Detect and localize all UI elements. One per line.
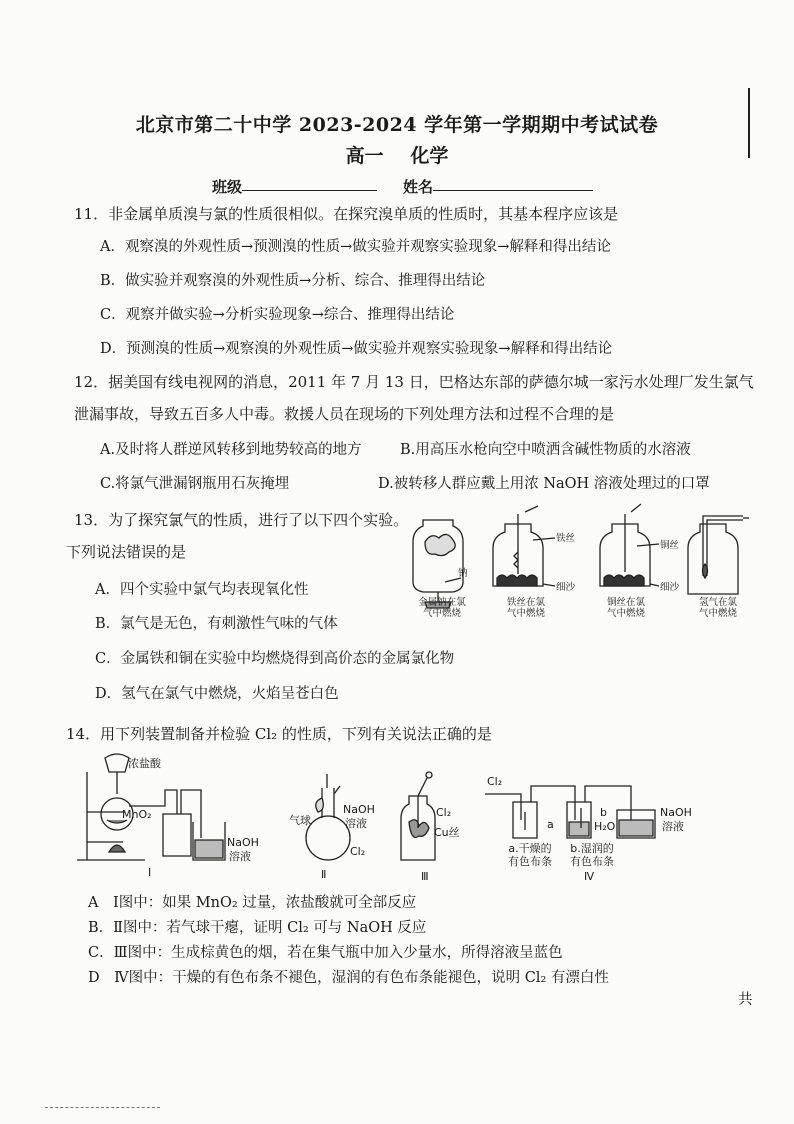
label-fig-ii: Ⅱ (321, 868, 327, 881)
q12-option-b: B.用高压水枪向空中喷洒含碱性物质的水溶液 (400, 442, 691, 458)
scan-bottom-mark (45, 1107, 160, 1109)
label-fig-iii: Ⅲ (421, 870, 429, 883)
label-sodium: 钠 (458, 568, 468, 579)
label-h2o: H₂O (594, 820, 616, 833)
label-cl2-ii: Cl₂ (350, 845, 366, 858)
q12-option-d: D.被转移人群应戴上用浓 NaOH 溶液处理过的口罩 (378, 476, 710, 492)
exam-title: 北京市第二十中学 2023-2024 学年第一学期期中考试试卷 (135, 114, 659, 136)
apparatus-ii-figure (300, 774, 380, 874)
caption-wet-strip: b.湿润的 有色布条 (570, 842, 614, 868)
caption-copper: 铜丝在氯 气中燃烧 (606, 597, 645, 619)
sodium-bottle (413, 520, 463, 608)
apparatus-iv-figure (485, 782, 685, 842)
student-info-row (212, 176, 593, 197)
label-fine-sand-2: 细沙 (660, 582, 680, 593)
q11-option-c: C．观察并做实验→分析实验现象→综合、推理得出结论 (100, 307, 455, 323)
label-iron-wire: 铁丝 (556, 533, 576, 544)
exam-subtitle (0, 141, 794, 168)
label-conc-hcl: 浓盐酸 (128, 757, 161, 770)
hydrogen-bottle (688, 516, 749, 594)
caption-iron: 铁丝在氯 气中燃烧 (506, 597, 545, 619)
label-fig-iv: Ⅳ (584, 870, 595, 883)
label-cu-wire: Cu丝 (434, 826, 460, 839)
label-balloon: 气球 (289, 814, 311, 827)
apparatus-iii-figure (395, 778, 445, 868)
q14-option-c: C．Ⅲ图中：生成棕黄色的烟，若在集气瓶中加入少量水，所得溶液呈蓝色 (88, 945, 563, 961)
q11-stem: 11．非金属单质溴与氯的性质很相似。在探究溴单质的性质时，其基本程序应该是 (74, 205, 619, 223)
label-b: b (600, 806, 607, 819)
q14-stem: 14．用下列装置制备并检验 Cl₂ 的性质，下列有关说法正确的是 (66, 725, 492, 743)
label-cl2-inlet: Cl₂ (487, 775, 503, 788)
q12-option-a: A.及时将人群逆风转移到地势较高的地方 (100, 442, 362, 458)
q12-stem-line2: 泄漏事故，导致五百多人中毒。救援人员在现场的下列处理方法和过程不合理的是 (74, 405, 615, 423)
label-solution-1: 溶液 (229, 850, 251, 863)
q13-stem-line1: 13．为了探究氯气的性质，进行了以下四个实验。 (74, 511, 409, 529)
label-a: a (547, 818, 554, 831)
label-solution-4: 溶液 (662, 820, 684, 833)
caption-hydrogen: 氢气在氯 气中燃烧 (698, 597, 737, 619)
caption-dry-strip: a.干燥的 有色布条 (508, 842, 552, 868)
label-naoh-1: NaOH (227, 836, 259, 849)
q13-stem-line2: 下列说法错误的是 (66, 543, 187, 561)
q13-option-b: B．氯气是无色，有刺激性气味的气体 (95, 616, 338, 632)
label-cl2-iii: Cl₂ (436, 806, 452, 819)
subject-label: 化学 (410, 145, 449, 167)
q13-option-d: D．氢气在氯气中燃烧，火焰呈苍白色 (95, 686, 339, 702)
label-copper-wire: 铜丝 (660, 540, 680, 551)
caption-sodium: 金属钠在氯 气中燃烧 (418, 597, 466, 619)
name-field[interactable] (433, 176, 593, 191)
q11-option-b: B．做实验并观察溴的外观性质→分析、综合、推理得出结论 (100, 273, 486, 289)
q13-option-c: C．金属铁和铜在实验中均燃烧得到高价态的金属氯化物 (95, 651, 455, 667)
q13-option-a: A．四个实验中氯气均表现氧化性 (95, 582, 309, 598)
name-label: 姓名 (403, 178, 434, 196)
label-naoh-2: NaOH (343, 803, 375, 816)
label-naoh-4: NaOH (660, 806, 692, 819)
q11-option-d: D．预测溴的性质→观察溴的外观性质→做实验并观察实验现象→解释和得出结论 (100, 341, 613, 357)
q12-stem-line1: 12．据美国有线电视网的消息，2011 年 7 月 13 日，巴格达东部的萨德尔城一家污水处理厂发生氯气 (74, 373, 754, 391)
class-label: 班级 (212, 178, 243, 196)
q14-option-a: A Ⅰ图中：如果 MnO₂ 过量，浓盐酸就可全部反应 (88, 895, 417, 911)
label-fig-i: Ⅰ (148, 866, 152, 879)
q14-option-d: D Ⅳ图中：干燥的有色布条不褪色，湿润的有色布条能褪色，说明 Cl₂ 有漂白性 (88, 970, 609, 986)
grade-label: 高一 (345, 145, 384, 167)
copper-wire-bottle (600, 504, 659, 586)
label-mno2: MnO₂ (122, 808, 152, 821)
label-fine-sand-1: 细沙 (556, 582, 576, 593)
q12-option-c: C.将氯气泄漏钢瓶用石灰掩埋 (100, 476, 290, 492)
iron-wire-bottle (493, 506, 555, 586)
q14-option-b: B．Ⅱ图中：若气球干瘪，证明 Cl₂ 可与 NaOH 反应 (88, 920, 427, 936)
label-solution-2: 溶液 (345, 817, 367, 830)
page-total-label: 共 (738, 992, 753, 1008)
q11-option-a: A．观察溴的外观性质→预测溴的性质→做实验并观察实验现象→解释和得出结论 (100, 239, 611, 255)
class-field[interactable] (242, 176, 377, 191)
